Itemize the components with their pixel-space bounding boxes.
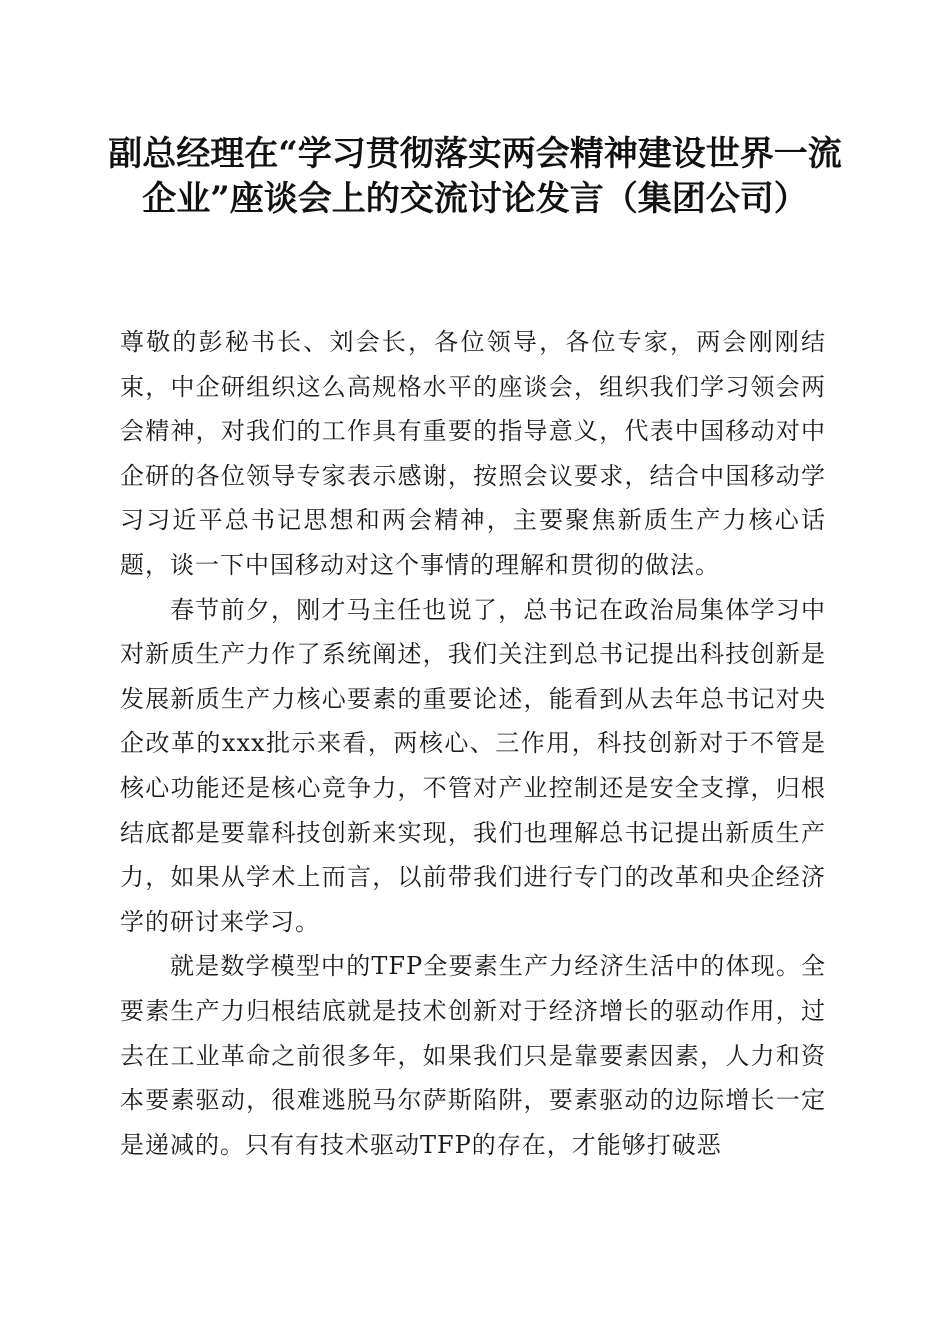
paragraph-new-productivity: 春节前夕，刚才马主任也说了，总书记在政治局集体学习中对新质生产力作了系统阐述，我们关注到总书记提出科技创新是发展新质生产力核心要素的重要论述，能看到从去年总书记对央企改革的xxx批示来看，两核心、三作用，科技创新对于不管是核心功能还是核心竞争力，不管对产业控制还是安全支撑，归根结底都是要靠科技创新来实现，我们也理解总书记提出新质生产力，如果从学术上而言，以前带我们进行专门的改革和央企经济学的研讨来学习。 bbox=[120, 595, 826, 936]
paragraph-opening: 尊敬的彭秘书长、刘会长，各位领导，各位专家，两会刚刚结束，中企研组织这么高规格水平的座谈会，组织我们学习领会两会精神，对我们的工作具有重要的指导意义，代表中国移动对中企研的各位领导专家表示感谢，按照会议要求，结合中国移动学习习近平总书记思想和两会精神，主要聚焦新质生产力核心话题，谈一下中国移动对这个事情的理解和贯彻的做法。 bbox=[120, 328, 826, 579]
document-body bbox=[120, 320, 826, 1167]
paragraph-tfp: 就是数学模型中的TFP全要素生产力经济生活中的体现。全要素生产力归根结底就是技术创新对于经济增长的驱动作用，过去在工业革命之前很多年，如果我们只是靠要素因素，人力和资本要素驱动，很难逃脱马尔萨斯陷阱，要素驱动的边际增长一定是递减的。只有有技术驱动TFP的存在，才能够打破恶 bbox=[120, 952, 826, 1159]
document-title: 副总经理在“学习贯彻落实两会精神建设世界一流企业”座谈会上的交流讨论发言（集团公司） bbox=[108, 134, 842, 219]
